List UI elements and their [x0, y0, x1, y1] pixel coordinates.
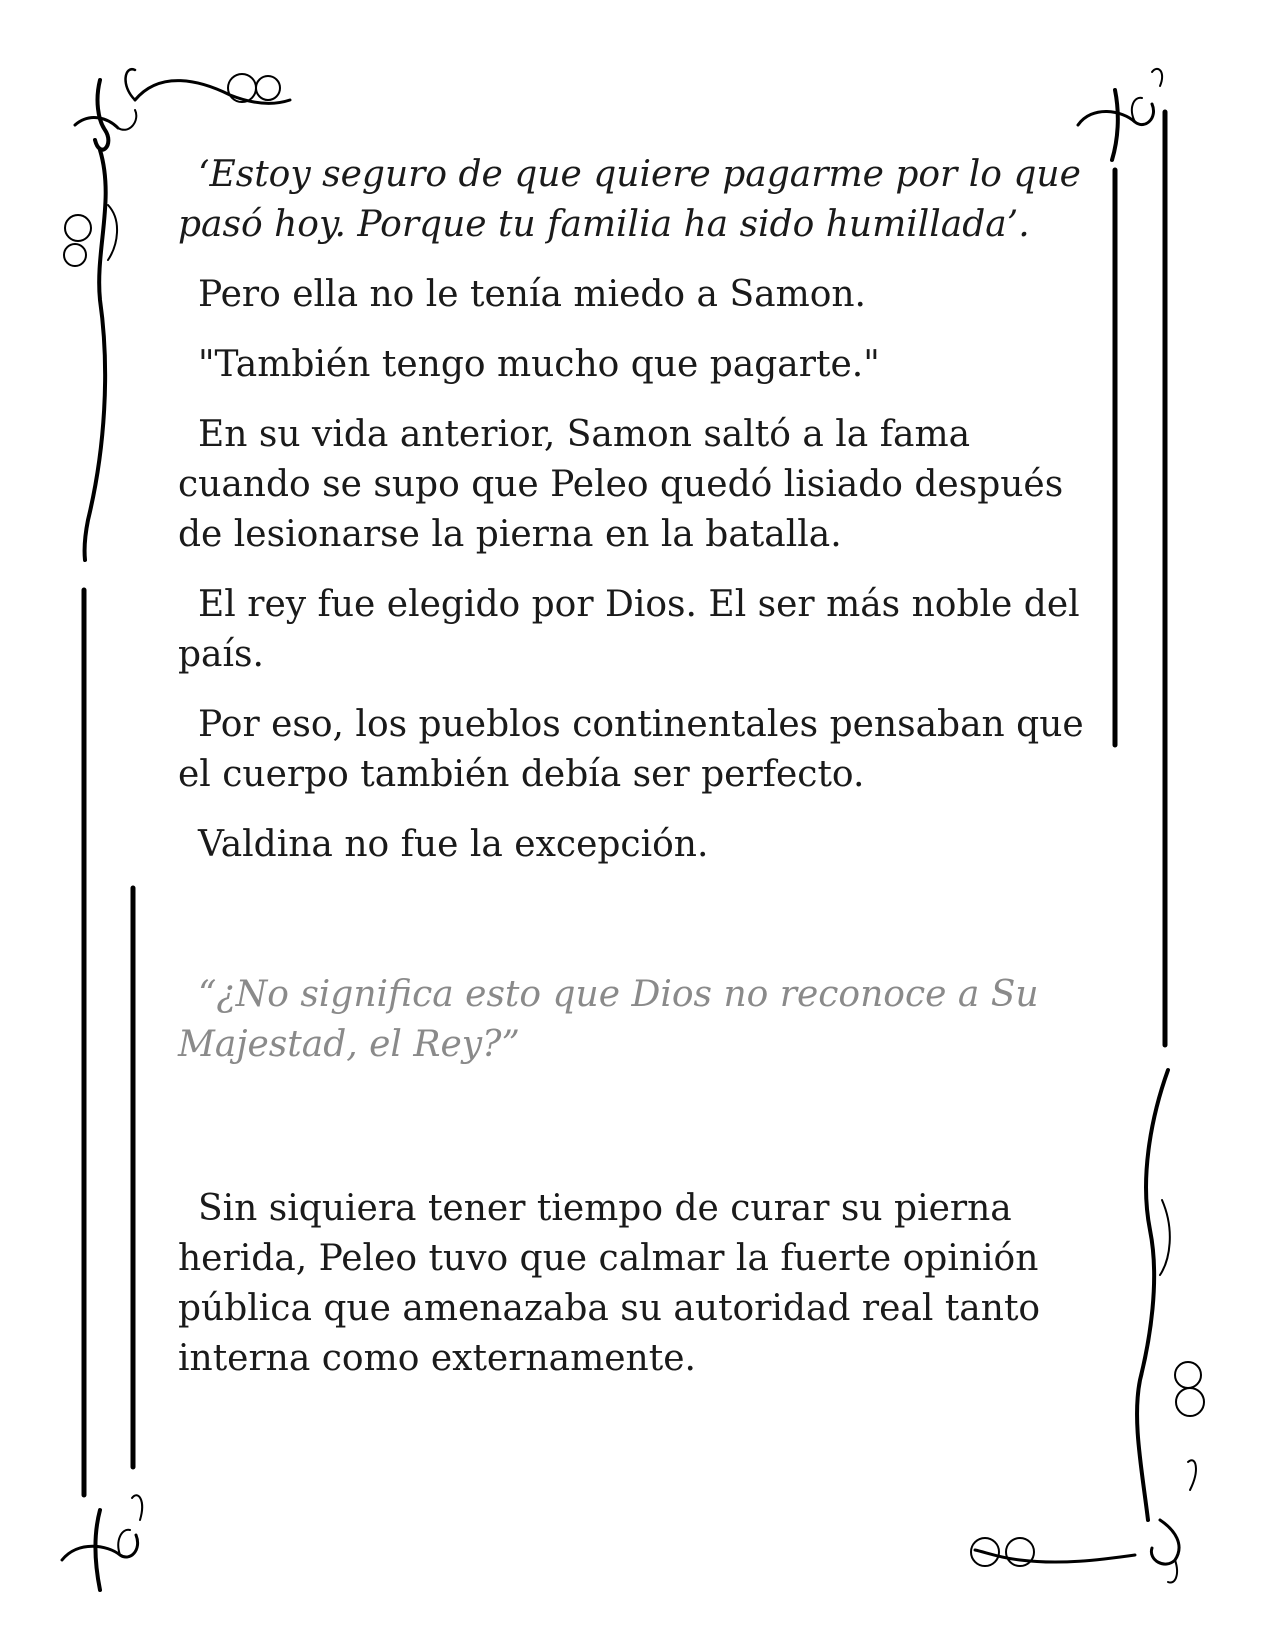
spacer [178, 890, 1108, 970]
paragraph-4: En su vida anterior, Samon saltó a la fama cuando se supo que Peleo quedó lisiado después de lesionarse la pierna en la batalla. [178, 414, 1064, 555]
bottom-left-flourish-icon [62, 1495, 142, 1590]
paragraph-2: Pero ella no le tenía miedo a Samon. [198, 274, 867, 315]
paragraph-quote: “¿No significa esto que Dios no reconoce a Su Majestad, el Rey?” [178, 974, 1039, 1065]
paragraph-3: "También tengo mucho que pagarte." [198, 344, 880, 385]
spacer [178, 1090, 1108, 1184]
top-right-flourish-icon [1078, 69, 1162, 160]
document-body [178, 150, 1108, 1404]
paragraph-5: El rey fue elegido por Dios. El ser más noble del país. [178, 584, 1080, 675]
paragraph-6: Por eso, los pueblos continentales pensaban que el cuerpo también debía ser perfecto. [178, 704, 1084, 795]
paragraph-9: Sin siquiera tener tiempo de curar su pierna herida, Peleo tuvo que calmar la fuerte opinión pública que amenazaba su autoridad real tanto interna como externamente. [178, 1188, 1041, 1379]
paragraph-1: ‘Estoy seguro de que quiere pagarme por lo que pasó hoy. Porque tu familia ha sido humillada’. [178, 154, 1081, 245]
paragraph-7: Valdina no fue la excepción. [198, 824, 709, 865]
